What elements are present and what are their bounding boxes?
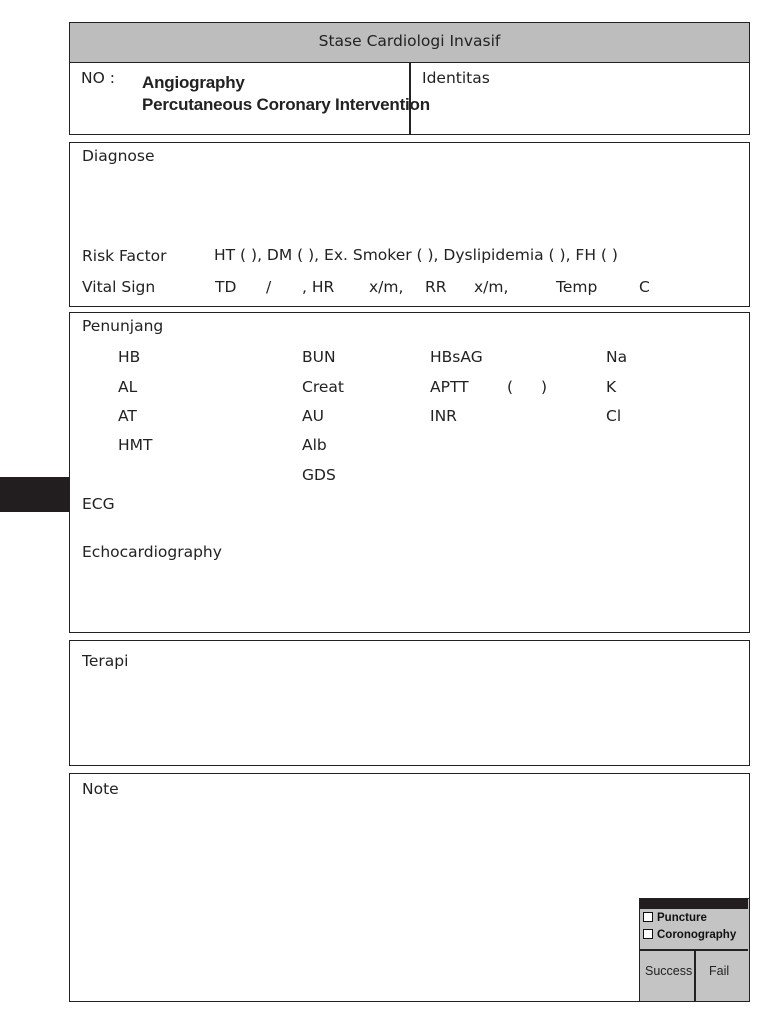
puncture-checkbox[interactable] — [643, 912, 653, 922]
penunjang-label: Penunjang — [82, 317, 164, 335]
lab-bun: BUN — [302, 348, 336, 366]
risk-factor-items: HT ( ), DM ( ), Ex. Smoker ( ), Dyslipidemia ( ), FH ( ) — [214, 246, 618, 264]
aptt-paren-close: ) — [541, 378, 548, 396]
echo-label: Echocardiography — [82, 543, 222, 561]
vital-hr-unit: x/m, — [369, 278, 404, 296]
procedure-pci: Percutaneous Coronary Intervention — [142, 95, 430, 114]
aptt-paren-open: ( — [507, 378, 514, 396]
vital-slash: / — [266, 278, 272, 296]
risk-factor-label: Risk Factor — [82, 247, 167, 265]
lab-alb: Alb — [302, 436, 327, 454]
vital-rr-unit: x/m, — [474, 278, 509, 296]
lab-hb: HB — [118, 348, 141, 366]
penunjang-section — [69, 312, 750, 633]
lab-cl: Cl — [606, 407, 622, 425]
vital-temp: Temp — [556, 278, 598, 296]
lab-hmt: HMT — [118, 436, 153, 454]
vital-hr: , HR — [302, 278, 335, 296]
outcome-divider-v — [694, 950, 696, 1001]
coronography-checkbox[interactable] — [643, 929, 653, 939]
vital-td: TD — [215, 278, 237, 296]
lab-creat: Creat — [302, 378, 344, 396]
no-label: NO : — [81, 69, 115, 87]
lab-au: AU — [302, 407, 324, 425]
coronography-label: Coronography — [657, 929, 737, 941]
vital-sign-label: Vital Sign — [82, 278, 156, 296]
form-title: Stase Cardiologi Invasif — [69, 22, 750, 63]
coronography-option[interactable] — [643, 929, 736, 941]
procedure-angiography: Angiography — [142, 73, 245, 92]
note-label: Note — [82, 780, 119, 798]
lab-hbsag: HBsAG — [430, 348, 483, 366]
lab-al: AL — [118, 378, 138, 396]
lab-aptt: APTT — [430, 378, 469, 396]
terapi-label: Terapi — [82, 652, 129, 670]
vital-temp-unit: C — [639, 278, 650, 296]
lab-k: K — [606, 378, 617, 396]
diagnose-label: Diagnose — [82, 147, 155, 165]
fail-label[interactable]: Fail — [709, 964, 730, 978]
vital-rr: RR — [425, 278, 447, 296]
lab-at: AT — [118, 407, 137, 425]
page-edge-tab — [0, 477, 70, 512]
puncture-option[interactable] — [643, 912, 707, 924]
puncture-label: Puncture — [657, 912, 707, 924]
lab-gds: GDS — [302, 466, 336, 484]
lab-inr: INR — [430, 407, 457, 425]
terapi-section — [69, 640, 750, 766]
lab-na: Na — [606, 348, 628, 366]
outcome-header-band — [640, 899, 748, 909]
ecg-label: ECG — [82, 495, 115, 513]
identity-label: Identitas — [422, 69, 490, 87]
success-label[interactable]: Success — [645, 964, 693, 978]
